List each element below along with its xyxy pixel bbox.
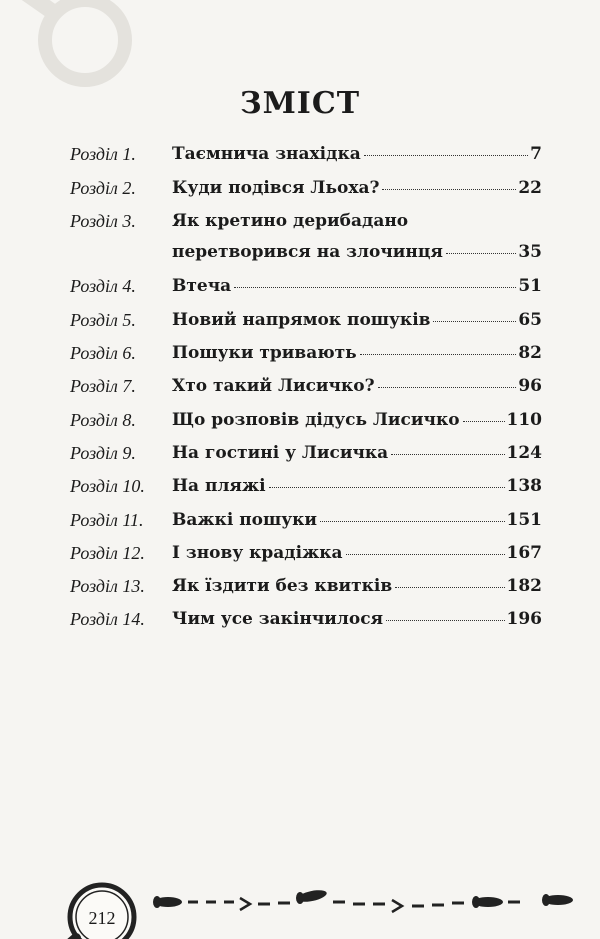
chapter-label: Розділ 7. [70, 376, 136, 396]
page-number: 212 [88, 908, 116, 928]
dot-leader [234, 287, 516, 288]
chapter-title: Як їздити без квитків [172, 576, 393, 596]
toc-row [0, 376, 600, 406]
toc-row [0, 609, 600, 639]
chapter-title: Чим усе закінчилося [172, 609, 384, 629]
toc-row [0, 276, 600, 306]
chapter-title: На гостині у Лисичка [172, 443, 389, 463]
chapter-title: Хто такий Лисичко? [172, 376, 375, 396]
chapter-title: І знову крадіжка [172, 543, 343, 563]
dot-leader [446, 253, 516, 254]
chapter-page: 110 [506, 410, 542, 430]
chapter-label: Розділ 11. [70, 510, 144, 530]
chapter-page: 196 [506, 609, 542, 629]
chapter-page: 7 [530, 144, 542, 164]
dot-leader [382, 189, 516, 190]
chapter-label: Розділ 1. [70, 144, 136, 164]
dot-leader [433, 321, 516, 322]
chapter-label: Розділ 5. [70, 310, 136, 330]
dot-leader [346, 554, 505, 555]
chapter-label: Розділ 3. [70, 211, 136, 231]
toc-row [0, 211, 600, 241]
chapter-page: 65 [518, 310, 542, 330]
chapter-title: На пляжі [172, 476, 266, 496]
footprints-trail-icon [150, 882, 590, 922]
page-title: ЗМІСТ [239, 86, 361, 121]
toc-row [0, 310, 600, 340]
chapter-title: Куди подівся Льоха? [172, 178, 380, 198]
chapter-label: Розділ 8. [70, 410, 136, 430]
chapter-page: 35 [518, 242, 542, 262]
chapter-page: 167 [506, 543, 542, 563]
toc-row [0, 510, 600, 540]
chapter-label: Розділ 6. [70, 343, 136, 363]
toc-row [0, 144, 600, 174]
dot-leader [360, 354, 517, 355]
toc-row [0, 576, 600, 606]
chapter-page: 96 [518, 376, 542, 396]
page-footer [0, 860, 600, 939]
chapter-page: 22 [518, 178, 542, 198]
toc-row [0, 443, 600, 473]
chapter-label: Розділ 12. [70, 543, 145, 563]
chapter-title: перетворився на злочинця [172, 242, 443, 262]
toc-row [0, 410, 600, 440]
chapter-label: Розділ 2. [70, 178, 136, 198]
dot-leader [364, 155, 528, 156]
chapter-title: Важкі пошуки [172, 510, 318, 530]
dot-leader [320, 521, 504, 522]
chapter-label: Розділ 9. [70, 443, 136, 463]
chapter-title: Пошуки тривають [172, 343, 357, 363]
dot-leader [391, 454, 504, 455]
toc-row [0, 543, 600, 573]
chapter-label: Розділ 13. [70, 576, 145, 596]
chapter-label: Розділ 14. [70, 609, 145, 629]
chapter-page: 124 [506, 443, 542, 463]
dot-leader [269, 487, 505, 488]
chapter-title: Що розповів дідусь Лисичко [172, 410, 460, 430]
dot-leader [386, 620, 504, 621]
chapter-title: Таємнича знахідка [172, 144, 361, 164]
chapter-label: Розділ 4. [70, 276, 136, 296]
toc-row-continued [0, 242, 600, 272]
dot-leader [378, 387, 517, 388]
chapter-page: 138 [506, 476, 542, 496]
chapter-page: 82 [518, 343, 542, 363]
chapter-label: Розділ 10. [70, 476, 145, 496]
dot-leader [395, 587, 504, 588]
chapter-page: 51 [518, 276, 542, 296]
chapter-title-line1: Як кретино дерибадано [172, 211, 409, 231]
chapter-title: Новий напрямок пошуків [172, 310, 431, 330]
toc-row [0, 343, 600, 373]
chapter-title: Втеча [172, 276, 232, 296]
toc-row [0, 178, 600, 208]
toc-row [0, 476, 600, 506]
chapter-page: 151 [506, 510, 542, 530]
dot-leader [463, 421, 505, 422]
chapter-page: 182 [506, 576, 542, 596]
